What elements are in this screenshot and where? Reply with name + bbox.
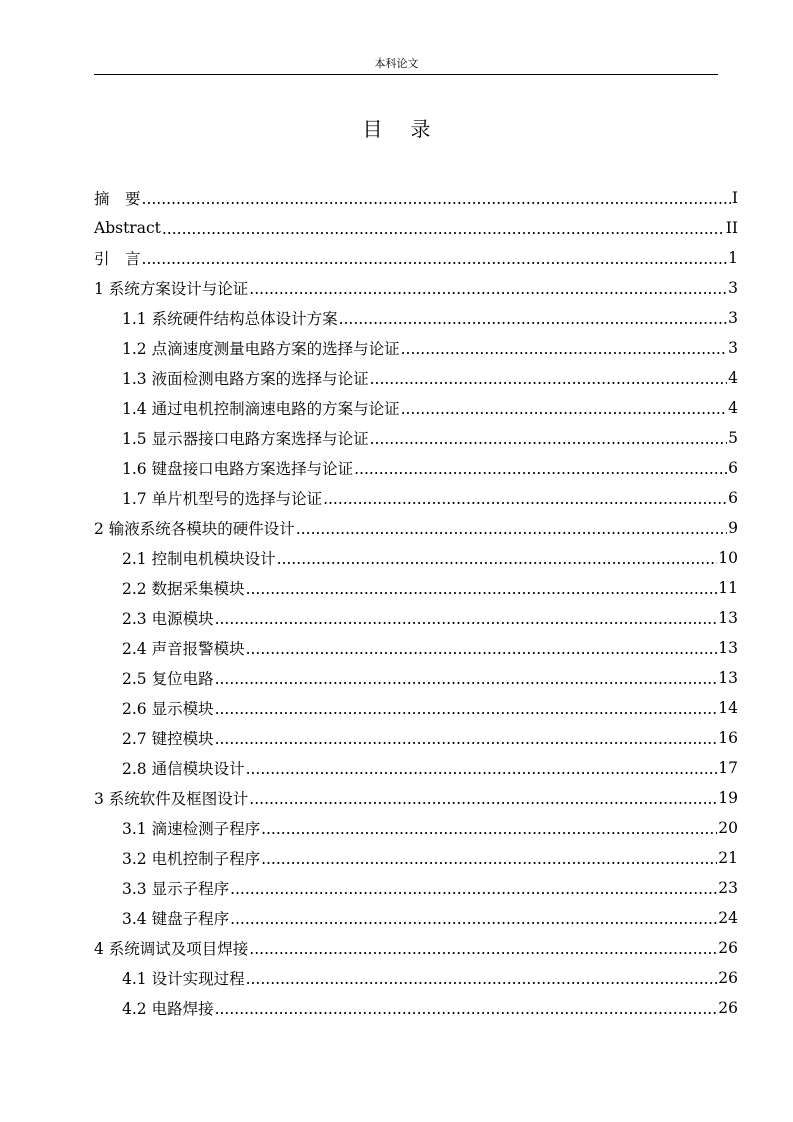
toc-entry-page: 13 xyxy=(718,639,738,657)
toc-entry[interactable] xyxy=(94,453,738,483)
toc-entry[interactable] xyxy=(94,903,738,933)
running-header: 本科论文 xyxy=(374,57,419,70)
toc-leader-dots xyxy=(215,610,718,628)
toc-entry-label: 2.7 键控模块 xyxy=(122,730,214,748)
toc-leader-dots xyxy=(215,700,718,718)
toc-leader-dots xyxy=(142,190,731,208)
toc-entry-label: 1.6 键盘接口电路方案选择与论证 xyxy=(122,460,354,478)
toc-leader-dots xyxy=(249,790,717,808)
toc-entry-page: 13 xyxy=(718,609,738,627)
toc-entry-page: 3 xyxy=(728,309,738,327)
toc-leader-dots xyxy=(323,490,727,508)
toc-entry-page: 20 xyxy=(718,819,738,837)
toc-entry-page: 6 xyxy=(728,459,738,477)
toc-entry-label: 3.4 键盘子程序 xyxy=(122,910,230,928)
toc-entry-label: 2.1 控制电机模块设计 xyxy=(122,550,276,568)
toc-entry[interactable] xyxy=(94,513,738,543)
toc-entry[interactable] xyxy=(94,243,738,273)
toc-leader-dots xyxy=(339,310,728,328)
toc-leader-dots xyxy=(142,250,728,268)
toc-entry-page: 10 xyxy=(718,549,738,567)
toc-entry[interactable] xyxy=(94,333,738,363)
toc-entry-page: II xyxy=(725,219,738,237)
page-title: 目录 xyxy=(362,117,459,141)
toc-entry-label: 1.4 通过电机控制滴速电路的方案与论证 xyxy=(122,400,400,418)
toc-entry[interactable] xyxy=(94,213,738,243)
toc-entry-label: Abstract xyxy=(94,219,161,237)
toc-leader-dots xyxy=(401,340,728,358)
toc-entry-page: 14 xyxy=(718,699,738,717)
toc-entry[interactable] xyxy=(94,543,738,573)
toc-entry-label: 1.5 显示器接口电路方案选择与论证 xyxy=(122,430,369,448)
toc-entry[interactable] xyxy=(94,783,738,813)
toc-entry-page: 4 xyxy=(728,399,738,417)
toc-entry[interactable] xyxy=(94,573,738,603)
toc-entry-page: 1 xyxy=(728,249,738,267)
toc-leader-dots xyxy=(401,400,728,418)
toc-leader-dots xyxy=(230,910,717,928)
toc-entry-page: 13 xyxy=(718,669,738,687)
toc-entry-label: 3.3 显示子程序 xyxy=(122,880,230,898)
toc-entry[interactable] xyxy=(94,933,738,963)
toc-entry-label: 3.2 电机控制子程序 xyxy=(122,850,261,868)
toc-entry[interactable] xyxy=(94,363,738,393)
toc-entry-page: 4 xyxy=(728,369,738,387)
toc-leader-dots xyxy=(246,970,718,988)
toc-leader-dots xyxy=(215,730,718,748)
toc-leader-dots xyxy=(215,1000,718,1018)
toc-leader-dots xyxy=(246,640,718,658)
toc-entry-label: 摘 要 xyxy=(94,190,141,208)
toc-entry-page: 6 xyxy=(728,489,738,507)
toc-entry-label: 引 言 xyxy=(94,250,141,268)
toc-entry[interactable] xyxy=(94,633,738,663)
toc-entry[interactable] xyxy=(94,723,738,753)
toc-entry-label: 3.1 滴速检测子程序 xyxy=(122,820,261,838)
toc-entry-label: 2.3 电源模块 xyxy=(122,610,214,628)
toc-entry-label: 2.8 通信模块设计 xyxy=(122,760,245,778)
header-rule xyxy=(94,74,718,75)
toc-entry[interactable] xyxy=(94,753,738,783)
toc-leader-dots xyxy=(230,880,717,898)
toc-entry-page: 26 xyxy=(718,969,738,987)
toc-entry[interactable] xyxy=(94,813,738,843)
toc-entry[interactable] xyxy=(94,603,738,633)
toc-entry[interactable] xyxy=(94,843,738,873)
toc-entry-page: 3 xyxy=(728,279,738,297)
toc-entry-page: 21 xyxy=(718,849,738,867)
toc-entry-label: 2.4 声音报警模块 xyxy=(122,640,245,658)
toc-entry-page: Ⅰ xyxy=(731,189,738,207)
toc-leader-dots xyxy=(162,220,725,238)
toc-entry-page: 5 xyxy=(728,429,738,447)
toc-entry-page: 26 xyxy=(718,999,738,1017)
toc-entry[interactable] xyxy=(94,393,738,423)
toc-leader-dots xyxy=(249,280,727,298)
toc-entry-label: 1.7 单片机型号的选择与论证 xyxy=(122,490,323,508)
toc-entry[interactable] xyxy=(94,273,738,303)
toc-entry-label: 2.2 数据采集模块 xyxy=(122,580,245,598)
toc-entry-label: 1 系统方案设计与论证 xyxy=(94,280,249,298)
toc-entry[interactable] xyxy=(94,993,738,1023)
toc-entry[interactable] xyxy=(94,483,738,513)
toc-entry[interactable] xyxy=(94,663,738,693)
toc-entry[interactable] xyxy=(94,303,738,333)
toc-leader-dots xyxy=(296,520,727,538)
toc-entry[interactable] xyxy=(94,183,738,213)
toc-entry[interactable] xyxy=(94,423,738,453)
toc-entry-label: 3 系统软件及框图设计 xyxy=(94,790,249,808)
toc-entry-page: 17 xyxy=(718,759,738,777)
toc-entry-label: 1.3 液面检测电路方案的选择与论证 xyxy=(122,370,369,388)
toc-entry-label: 4.2 电路焊接 xyxy=(122,1000,214,1018)
toc-entry-page: 24 xyxy=(718,909,738,927)
toc-entry-label: 2 输液系统各模块的硬件设计 xyxy=(94,520,295,538)
toc-entry[interactable] xyxy=(94,873,738,903)
toc-leader-dots xyxy=(246,580,718,598)
toc-entry-page: 23 xyxy=(718,879,738,897)
toc-leader-dots xyxy=(370,430,728,448)
toc-entry-label: 4 系统调试及项目焊接 xyxy=(94,940,249,958)
toc-entry-label: 2.6 显示模块 xyxy=(122,700,214,718)
toc-entry-page: 9 xyxy=(728,519,738,537)
toc-entry-label: 1.1 系统硬件结构总体设计方案 xyxy=(122,310,338,328)
toc-leader-dots xyxy=(277,550,718,568)
toc-entry[interactable] xyxy=(94,693,738,723)
toc-entry-page: 16 xyxy=(718,729,738,747)
toc-leader-dots xyxy=(246,760,718,778)
toc-entry-label: 4.1 设计实现过程 xyxy=(122,970,245,988)
toc-leader-dots xyxy=(261,850,717,868)
toc-entry[interactable] xyxy=(94,963,738,993)
toc-entry-page: 19 xyxy=(718,789,738,807)
toc-leader-dots xyxy=(215,670,718,688)
toc-leader-dots xyxy=(249,940,717,958)
toc-leader-dots xyxy=(370,370,728,388)
toc-entry-label: 2.5 复位电路 xyxy=(122,670,214,688)
toc-entry-page: 11 xyxy=(718,579,738,597)
toc-leader-dots xyxy=(261,820,717,838)
toc-entry-label: 1.2 点滴速度测量电路方案的选择与论证 xyxy=(122,340,400,358)
table-of-contents xyxy=(94,183,738,1023)
toc-leader-dots xyxy=(354,460,727,478)
toc-entry-page: 26 xyxy=(718,939,738,957)
toc-entry-page: 3 xyxy=(728,339,738,357)
